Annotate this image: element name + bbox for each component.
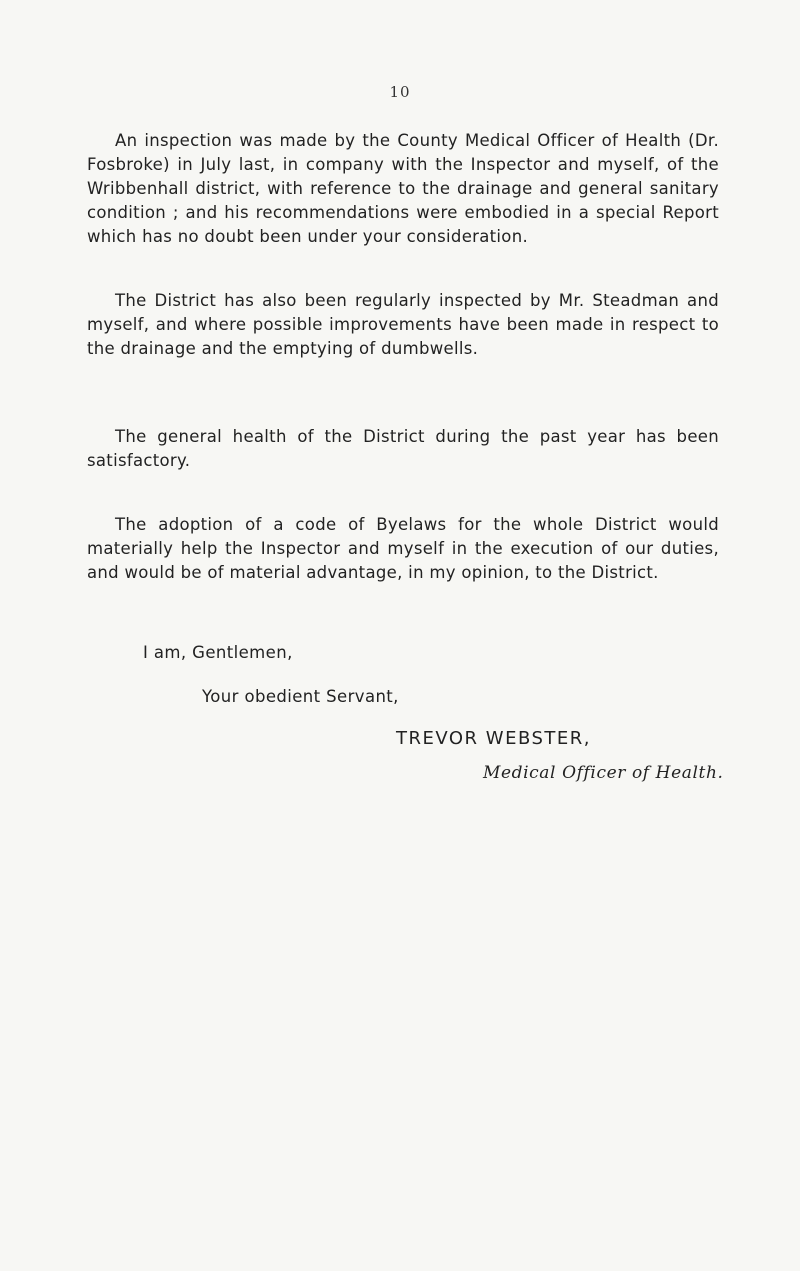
page-number: 10 xyxy=(389,83,411,101)
paragraph-inspection: An inspection was made by the County Medical Officer of Health (Dr. Fosbroke) in July last, in company with the Inspector and myself, of the Wribbenhall district, with reference to the drainage and general sanitary condition ; and his recommendations were embodied in a special Report which has no doubt been under your consideration. xyxy=(87,131,719,246)
signature-title: Medical Officer of Health. xyxy=(483,763,724,783)
closing-salutation: I am, Gentlemen, xyxy=(143,643,293,662)
paragraph-district-inspected: The District has also been regularly inspected by Mr. Steadman and myself, and where possible improvements have been made in respect to the drainage and the emptying of dumbwells. xyxy=(87,291,719,358)
signature-name: TREVOR WEBSTER, xyxy=(396,728,591,749)
closing-servant: Your obedient Servant, xyxy=(202,687,399,706)
paragraph-general-health: The general health of the District during the past year has been satisfactory. xyxy=(87,427,719,470)
paragraph-byelaws: The adoption of a code of Byelaws for the whole District would materially help the Inspector and myself in the execution of our duties, and would be of material advantage, in my opinion, to the District. xyxy=(87,515,719,582)
